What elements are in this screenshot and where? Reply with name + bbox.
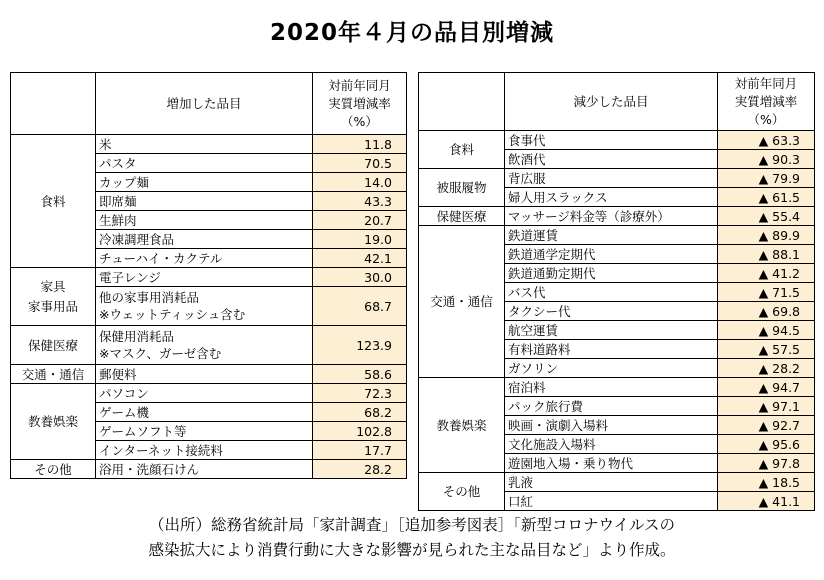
header-category-blank [419,73,505,131]
value-cell: ▲ 69.8 [718,302,815,321]
value-cell: ▲ 18.5 [718,473,815,492]
item-cell: 航空運賃 [505,321,718,340]
value-cell: ▲ 97.1 [718,397,815,416]
item-cell [96,326,313,365]
category-cell: 食料 [11,135,96,268]
value-cell: 30.0 [313,268,407,287]
category-cell: その他 [419,473,505,511]
item-cell: 電子レンジ [96,268,313,287]
decrease-table [418,72,815,511]
value-cell: 58.6 [313,365,407,384]
item-cell: 宿泊料 [505,378,718,397]
item-cell: 鉄道運賃 [505,226,718,245]
item-line: ※ウェットティッシュ含む [99,307,246,322]
category-cell: 保健医療 [419,207,505,226]
category-cell: 保健医療 [11,326,96,365]
item-line: 保健用消耗品 [99,329,175,344]
table-row [11,326,407,365]
header-item: 増加した品目 [96,73,313,135]
value-cell: ▲ 94.5 [718,321,815,340]
item-cell: 遊園地入場・乗り物代 [505,454,718,473]
value-cell: 68.2 [313,403,407,422]
item-cell: 鉄道通学定期代 [505,245,718,264]
value-cell: ▲ 97.8 [718,454,815,473]
value-cell: ▲ 89.9 [718,226,815,245]
value-cell: 42.1 [313,249,407,268]
item-cell: 有料道路料 [505,340,718,359]
table-row [419,207,815,226]
item-cell: 映画・演劇入場料 [505,416,718,435]
value-cell: ▲ 88.1 [718,245,815,264]
category-line: 家具 [40,278,66,294]
value-cell: ▲ 71.5 [718,283,815,302]
source-note-line: 感染拡大により消費行動に大きな影響が見られた主な品目など」より作成。 [148,541,676,559]
increase-table [10,72,407,479]
item-cell: 浴用・洗顔石けん [96,460,313,479]
category-cell: その他 [11,460,96,479]
category-cell: 交通・通信 [11,365,96,384]
value-cell: 17.7 [313,441,407,460]
item-cell: 背広服 [505,169,718,188]
item-cell: バス代 [505,283,718,302]
value-cell: ▲ 95.6 [718,435,815,454]
value-cell: 28.2 [313,460,407,479]
header-category-blank [11,73,96,135]
page-title: 2020年４月の品目別増減 [269,20,554,46]
value-cell: ▲ 55.4 [718,207,815,226]
item-cell: マッサージ料金等（診療外） [505,207,718,226]
item-cell: 生鮮肉 [96,211,313,230]
value-cell: ▲ 79.9 [718,169,815,188]
value-cell: ▲ 57.5 [718,340,815,359]
item-cell: 乳液 [505,473,718,492]
header-value-line: 実質増減率 [734,93,798,109]
table-row [11,268,407,287]
value-cell: 68.7 [313,287,407,326]
header-value-line: （%） [341,113,378,129]
value-cell: ▲ 61.5 [718,188,815,207]
item-cell: 郵便料 [96,365,313,384]
value-cell: ▲ 92.7 [718,416,815,435]
value-cell: ▲ 63.3 [718,131,815,150]
header-value-line: 対前年同月 [734,75,798,91]
header-value-line: （%） [747,111,785,127]
category-cell: 交通・通信 [419,226,505,378]
item-cell [96,287,313,326]
value-cell: 123.9 [313,326,407,365]
table-row [11,384,407,403]
table-row [419,378,815,397]
header-value-line: 実質増減率 [328,95,391,111]
item-cell: ゲーム機 [96,403,313,422]
item-cell: パソコン [96,384,313,403]
item-cell: 文化施設入場料 [505,435,718,454]
item-cell: パック旅行費 [505,397,718,416]
header-value [313,73,407,135]
value-cell: ▲ 28.2 [718,359,815,378]
item-cell: 食事代 [505,131,718,150]
value-cell: 43.3 [313,192,407,211]
table-row [419,131,815,150]
table-row [419,226,815,245]
value-cell: ▲ 41.2 [718,264,815,283]
value-cell: ▲ 94.7 [718,378,815,397]
item-cell: 鉄道通勤定期代 [505,264,718,283]
category-cell: 食料 [419,131,505,169]
item-cell: カップ麺 [96,173,313,192]
table-row [419,169,815,188]
category-cell [11,268,96,326]
value-cell: 70.5 [313,154,407,173]
item-cell: 婦人用スラックス [505,188,718,207]
table-row [419,473,815,492]
value-cell: 72.3 [313,384,407,403]
header-value [718,73,815,131]
item-cell: ゲームソフト等 [96,422,313,441]
item-cell: チューハイ・カクテル [96,249,313,268]
category-cell: 教養娯楽 [419,378,505,473]
category-cell: 教養娯楽 [11,384,96,460]
category-line: 家事用品 [27,298,78,314]
header-item: 減少した品目 [505,73,718,131]
item-cell: 口紅 [505,492,718,511]
header-value-line: 対前年同月 [328,77,391,93]
table-row [11,365,407,384]
item-cell: 冷凍調理食品 [96,230,313,249]
category-cell: 被服履物 [419,169,505,207]
item-line: 他の家事用消耗品 [99,290,200,305]
value-cell: 102.8 [313,422,407,441]
item-cell: 飲酒代 [505,150,718,169]
source-note [0,513,824,563]
value-cell: ▲ 90.3 [718,150,815,169]
item-line: ※マスク、ガーゼ含む [99,346,222,361]
value-cell: 11.8 [313,135,407,154]
value-cell: ▲ 41.1 [718,492,815,511]
value-cell: 19.0 [313,230,407,249]
source-note-line: （出所）総務省統計局「家計調査」［追加参考図表］「新型コロナウイルスの [148,516,676,534]
value-cell: 14.0 [313,173,407,192]
value-cell: 20.7 [313,211,407,230]
table-row [11,135,407,154]
item-cell: インターネット接続料 [96,441,313,460]
item-cell: ガソリン [505,359,718,378]
item-cell: 米 [96,135,313,154]
item-cell: 即席麺 [96,192,313,211]
item-cell: タクシー代 [505,302,718,321]
table-row [11,460,407,479]
item-cell: パスタ [96,154,313,173]
